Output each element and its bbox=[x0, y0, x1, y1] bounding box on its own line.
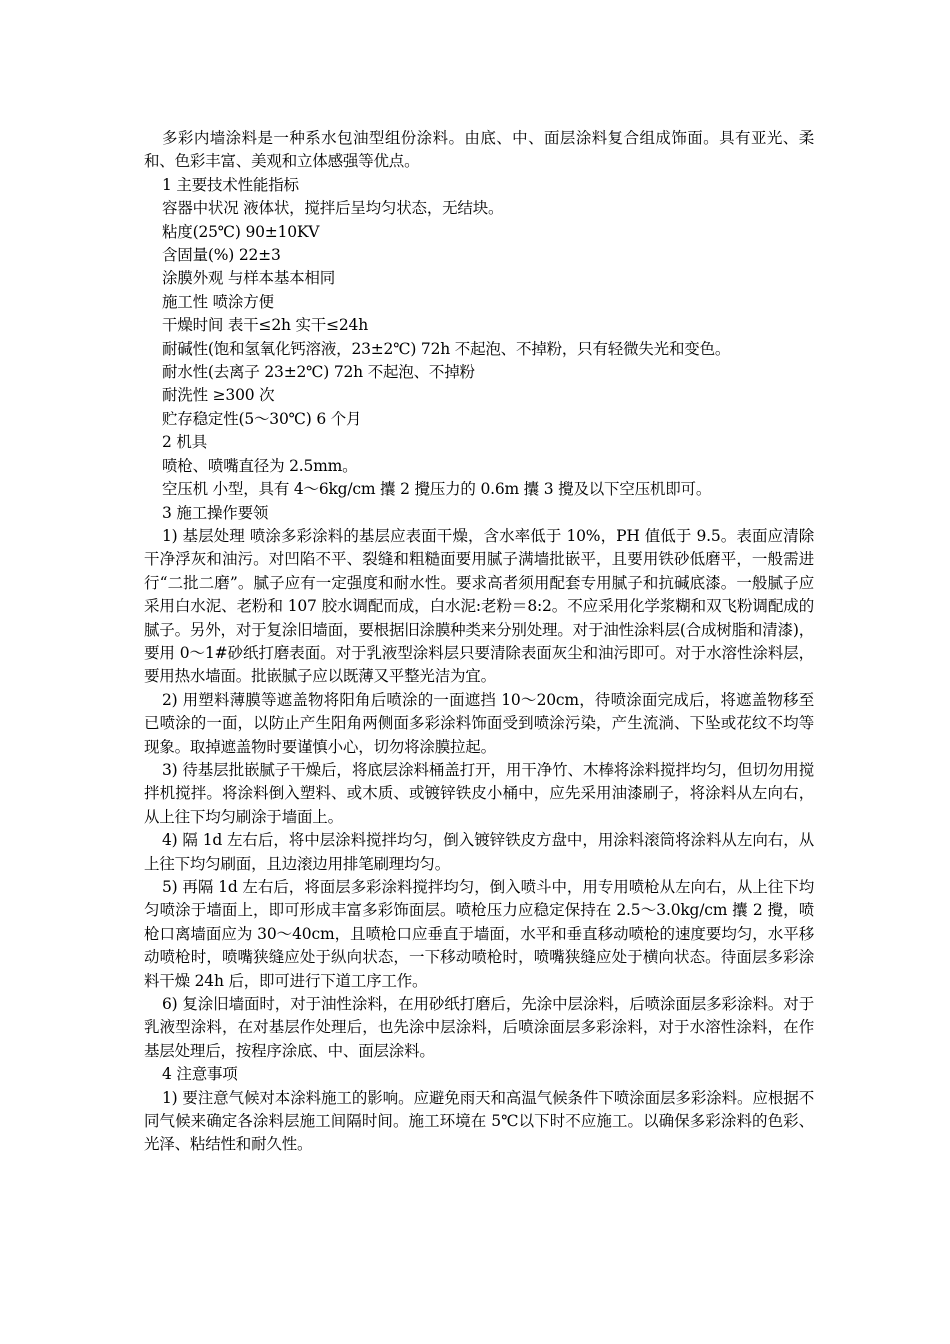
spec-line-alkali: 耐碱性(饱和氢氧化钙溶液，23±2℃) 72h 不起泡、不掉粉，只有轻微失光和变色。 bbox=[162, 339, 731, 358]
spec-line-viscosity: 粘度(25℃) 90±10KV bbox=[162, 222, 320, 241]
spec-line-storage: 贮存稳定性(5～30℃) 6 个月 bbox=[162, 409, 362, 428]
tool-line-spray-gun: 喷枪、喷嘴直径为 2.5mm。 bbox=[162, 456, 358, 475]
procedure-step-6: 6) 复涂旧墙面时，对于油性涂料，在用砂纸打磨后，先涂中层涂料，后喷涂面层多彩涂料。对于乳液型涂料，在对基层作处理后，也先涂中层涂料，后喷涂面层多彩涂料，对于水溶性涂料，在作基层处理后，按程序涂底、中、面层涂料。 bbox=[144, 995, 814, 1060]
spec-line-workability: 施工性 喷涂方便 bbox=[162, 292, 274, 311]
spec-line-appearance: 涂膜外观 与样本基本相同 bbox=[162, 269, 336, 288]
procedure-step-3: 3) 待基层批嵌腻子干燥后，将底层涂料桶盖打开，用干净竹、木棒将涂料搅拌均匀，但切勿用搅拌机搅拌。将涂料倒入塑料、或木质、或镀锌铁皮小桶中，应先采用油漆刷子，将涂料从左向右，从上往下均匀刷涂于墙面上。 bbox=[144, 760, 814, 826]
section-heading-procedure: 3 施工操作要领 bbox=[162, 503, 269, 522]
spec-line-washability: 耐洗性 ≥300 次 bbox=[162, 386, 275, 405]
spec-line-drying: 干燥时间 表干≤2h 实干≤24h bbox=[162, 316, 368, 335]
intro-paragraph: 多彩内墙涂料是一种系水包油型组份涂料。由底、中、面层涂料复合组成饰面。具有亚光、柔和、色彩丰富、美观和立体感强等优点。 bbox=[144, 129, 814, 171]
tool-line-compressor: 空压机 小型，具有 4～6kg/cm 攮 2 攪压力的 0.6m 攮 3 攪及以下空压机即可。 bbox=[162, 480, 712, 499]
section-heading-tools: 2 机具 bbox=[162, 433, 207, 452]
procedure-step-1: 1) 基层处理 喷涂多彩涂料的基层应表面干燥，含水率低于 10%，PH 值低于 9.5。表面应清除干净浮灰和油污。对凹陷不平、裂缝和粗糙面要用腻子满墙批嵌平，且要用铁砂低磨平，一般需进行“二批二磨”。腻子应有一定强度和耐水性。要求高者须用配套专用腻子和抗碱底漆。一般腻子应采用白水泥、老粉和 107 胶水调配而成，白水泥:老粉＝8:2。不应采用化学浆糊和双飞粉调配成的腻子。另外，对于复涂旧墙面，要根据旧涂膜种类来分别处理。对于油性涂料层(合成树脂和清漆)，要用 0～1#砂纸打磨表面。对于乳液型涂料层只要清除表面灰尘和油污即可。对于水溶性涂料层，要用热水墙面。批嵌腻子应以既薄又平整光洁为宜。 bbox=[144, 526, 814, 686]
section-heading-specs: 1 主要技术性能指标 bbox=[162, 175, 299, 194]
spec-line-solids: 含固量(%) 22±3 bbox=[162, 246, 281, 265]
procedure-step-4: 4) 隔 1d 左右后，将中层涂料搅拌均匀，倒入镀锌铁皮方盘中，用涂料滚筒将涂料从左向右，从上往下均匀刷面，且边滚边用排笔刷理均匀。 bbox=[144, 831, 814, 873]
spec-line-water: 耐水性(去离子 23±2℃) 72h 不起泡、不掉粉 bbox=[162, 363, 475, 382]
spec-line-container: 容器中状况 液体状，搅拌后呈均匀状态，无结块。 bbox=[162, 199, 504, 218]
section-heading-notes: 4 注意事项 bbox=[162, 1065, 238, 1084]
procedure-step-5: 5) 再隔 1d 左右后，将面层多彩涂料搅拌均匀，倒入喷斗中，用专用喷枪从左向右，从上往下均匀喷涂于墙面上，即可形成丰富多彩饰面层。喷枪压力应稳定保持在 2.5～3.0kg/cm 攮 2 攪，喷枪口离墙面应为 30～40cm，且喷枪口应垂直于墙面，水平和垂直移动喷枪的速度要均匀，水平移动喷枪时，喷嘴狭缝应处于纵向状态，一下移动喷枪时，喷嘴狭缝应处于横向状态。待面层多彩涂料干燥 24h 后，即可进行下道工序工作。 bbox=[144, 878, 814, 990]
procedure-step-2: 2) 用塑料薄膜等遮盖物将阳角后喷涂的一面遮挡 10～20cm，待喷涂面完成后，将遮盖物移至已喷涂的一面，以防止产生阳角两侧面多彩涂料饰面受到喷涂污染，产生流淌、下坠或花纹不均等现象。取掉遮盖物时要谨慎小心，切勿将涂膜拉起。 bbox=[144, 690, 814, 756]
document-body bbox=[144, 127, 814, 1157]
note-1: 1) 要注意气候对本涂料施工的影响。应避免雨天和高温气候条件下喷涂面层多彩涂料。应根据不同气候来确定各涂料层施工间隔时间。施工环境在 5℃以下时不应施工。以确保多彩涂料的色彩、光泽、粘结性和耐久性。 bbox=[144, 1088, 814, 1154]
